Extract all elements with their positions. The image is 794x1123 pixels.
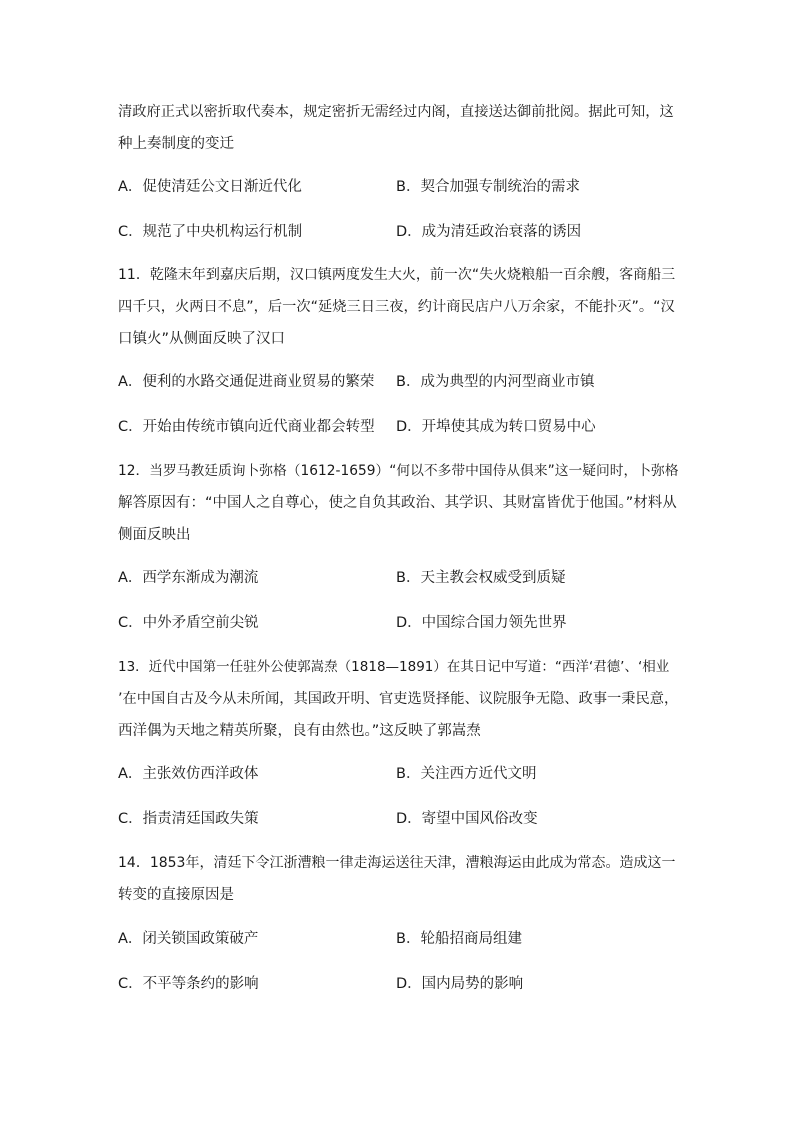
q10-option-c[interactable]: C．规范了中央机构运行机制 bbox=[118, 224, 303, 240]
q10-stem-line-1: 清政府正式以密折取代奏本，规定密折无需经过内阁，直接送达御前批阅。据此可知，这 bbox=[118, 104, 674, 120]
q14-stem-line-1: 14．1853年，清廷下令江浙漕粮一律走海运送往天津，漕粮海运由此成为常态。造成这一 bbox=[118, 855, 676, 871]
q12-stem-line-2: 解答原因有：“中国人之自尊心，使之自负其政治、其学识、其财富皆优于他国。”材料从 bbox=[118, 495, 677, 511]
q13-option-c[interactable]: C．指责清廷国政失策 bbox=[118, 811, 259, 827]
q11-stem-line-2: 四千只，火两日不息”，后一次“延烧三日三夜，约计商民店户八万余家，不能扑灭”。“汉 bbox=[118, 299, 675, 315]
q13-stem-line-1: 13．近代中国第一任驻外公使郭嵩焘（1818—1891）在其日记中写道：“西洋‘君德’、‘相业 bbox=[118, 659, 670, 675]
q13-option-d[interactable]: D．寄望中国风俗改变 bbox=[396, 811, 538, 827]
q14-option-b[interactable]: B．轮船招商局组建 bbox=[396, 931, 522, 947]
q10-option-d[interactable]: D．成为清廷政治衰落的诱因 bbox=[396, 224, 582, 240]
q11-stem-line-3: 口镇火”从侧面反映了汉口 bbox=[118, 331, 286, 347]
q13-option-b[interactable]: B．关注西方近代文明 bbox=[396, 766, 537, 782]
q11-option-a[interactable]: A．便利的水路交通促进商业贸易的繁荣 bbox=[118, 374, 375, 390]
q10-stem-line-2: 种上奏制度的变迁 bbox=[118, 136, 234, 152]
q12-stem-line-3: 侧面反映出 bbox=[118, 527, 191, 543]
q12-stem-line-1: 12．当罗马教廷质询卜弥格（1612-1659）“何以不多带中国侍从俱来”这一疑问时，卜弥格 bbox=[118, 463, 679, 479]
q14-option-c[interactable]: C．不平等条约的影响 bbox=[118, 976, 259, 992]
q11-option-c[interactable]: C．开始由传统市镇向近代商业都会转型 bbox=[118, 419, 375, 435]
q11-option-b[interactable]: B．成为典型的内河型商业市镇 bbox=[396, 374, 595, 390]
q14-stem-line-2: 转变的直接原因是 bbox=[118, 887, 234, 903]
q10-option-b[interactable]: B．契合加强专制统治的需求 bbox=[396, 179, 580, 195]
q10-option-a[interactable]: A．促使清廷公文日渐近代化 bbox=[118, 179, 302, 195]
q12-option-d[interactable]: D．中国综合国力领先世界 bbox=[396, 615, 567, 631]
q13-stem-line-2: ’在中国自古及今从未所闻，其国政开明、官吏选贤择能、议院服争无隐、政事一秉民意， bbox=[118, 691, 679, 707]
q14-option-d[interactable]: D．国内局势的影响 bbox=[396, 976, 524, 992]
q13-option-a[interactable]: A．主张效仿西洋政体 bbox=[118, 766, 259, 782]
q13-stem-line-3: 西洋偶为天地之精英所聚，良有由然也。”这反映了郭嵩焘 bbox=[118, 723, 481, 739]
q11-stem-line-1: 11．乾隆末年到嘉庆后期，汉口镇两度发生大火，前一次“失火烧粮船一百余艘，客商船三 bbox=[118, 267, 676, 283]
q12-option-b[interactable]: B．天主教会权威受到质疑 bbox=[396, 570, 566, 586]
q14-option-a[interactable]: A．闭关锁国政策破产 bbox=[118, 931, 259, 947]
q12-option-a[interactable]: A．西学东渐成为潮流 bbox=[118, 570, 259, 586]
q11-option-d[interactable]: D．开埠使其成为转口贸易中心 bbox=[396, 419, 596, 435]
q12-option-c[interactable]: C．中外矛盾空前尖锐 bbox=[118, 615, 259, 631]
